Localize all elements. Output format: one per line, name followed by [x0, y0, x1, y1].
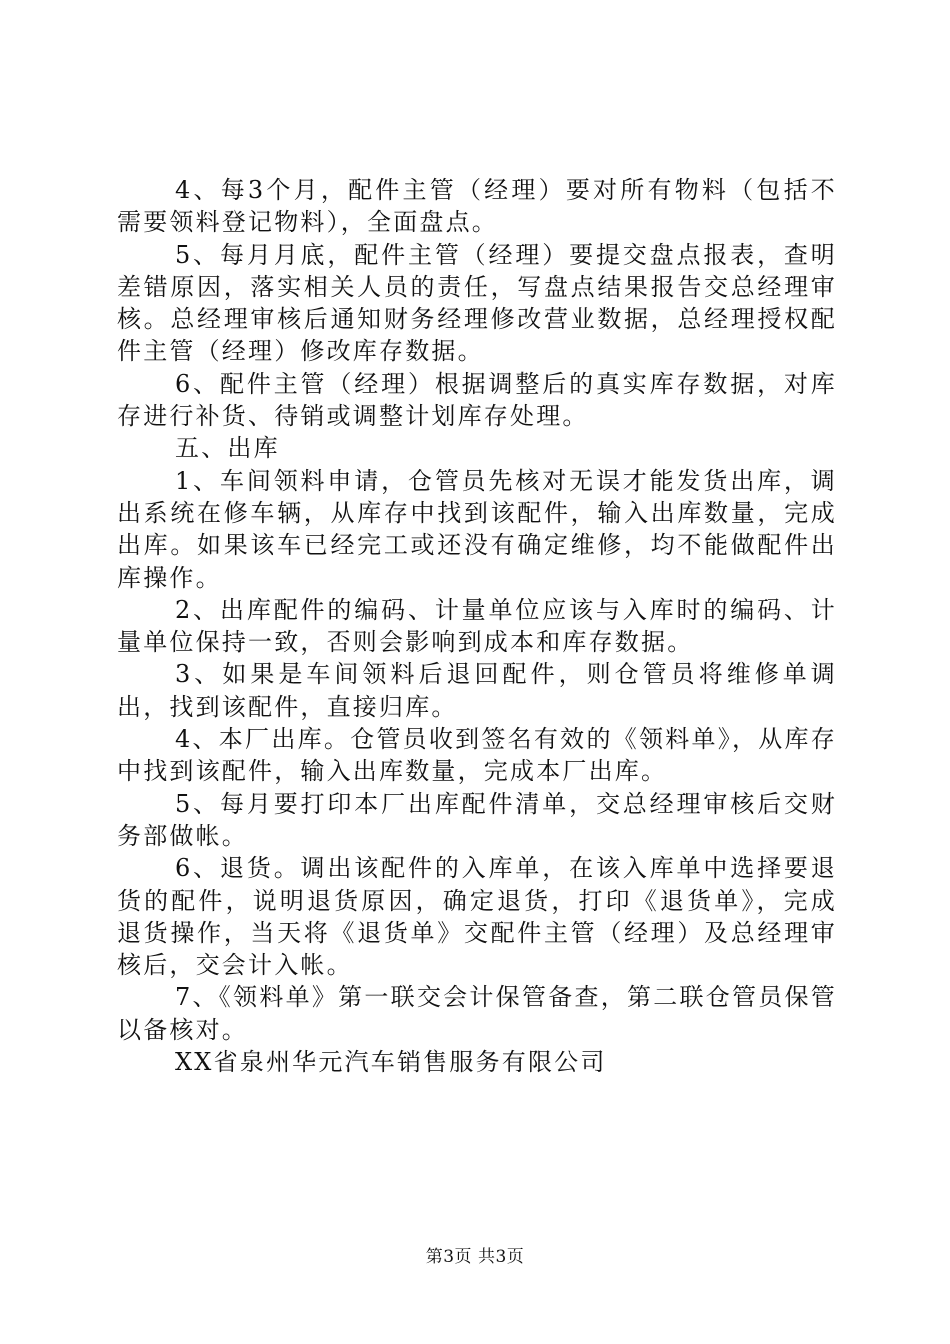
company-name: XX省泉州华元汽车销售服务有限公司 — [175, 1048, 607, 1077]
paragraph-outbound-4: 4、本厂出库。仓管员收到签名有效的《领料单》，从库存中找到该配件，输入出库数量，完成本厂出库。 — [117, 725, 837, 786]
paragraph-outbound-3: 3、如果是车间领料后退回配件，则仓管员将维修单调出，找到该配件，直接归库。 — [117, 660, 837, 721]
paragraph-inventory-quarterly: 4、每3个月，配件主管（经理）要对所有物料（包括不需要领料登记物料），全面盘点。 — [117, 176, 837, 237]
paragraph-monthly-report: 5、每月月底，配件主管（经理）要提交盘点报表，查明差错原因，落实相关人员的责任，写盘点结果报告交总经理审核。总经理审核后通知财务经理修改营业数据，总经理授权配件主管（经理）修改库存数据。 — [117, 240, 837, 366]
page-footer: 第3页 共3页 — [425, 1247, 525, 1267]
document-body — [117, 174, 837, 1078]
paragraph-replenishment: 6、配件主管（经理）根据调整后的真实库存数据，对库存进行补货、待销或调整计划库存处理。 — [117, 369, 837, 431]
paragraph-outbound-1: 1、车间领料申请，仓管员先核对无误才能发货出库，调出系统在修车辆，从库存中找到该配件，输入出库数量，完成出库。如果该车已经完工或还没有确定维修，均不能做配件出库操作。 — [117, 466, 837, 592]
section-heading-outbound: 五、出库 — [175, 434, 280, 463]
paragraph-outbound-2: 2、出库配件的编码、计量单位应该与入库时的编码、计量单位保持一致，否则会影响到成本和库存数据。 — [117, 595, 837, 657]
paragraph-outbound-6: 6、退货。调出该配件的入库单，在该入库单中选择要退货的配件，说明退货原因，确定退货，打印《退货单》，完成退货操作，当天将《退货单》交配件主管（经理）及总经理审核后，交会计入帐。 — [117, 854, 837, 980]
paragraph-outbound-7: 7、《领料单》第一联交会计保管备查，第二联仓管员保管以备核对。 — [117, 983, 837, 1044]
paragraph-outbound-5: 5、每月要打印本厂出库配件清单，交总经理审核后交财务部做帐。 — [117, 789, 837, 850]
